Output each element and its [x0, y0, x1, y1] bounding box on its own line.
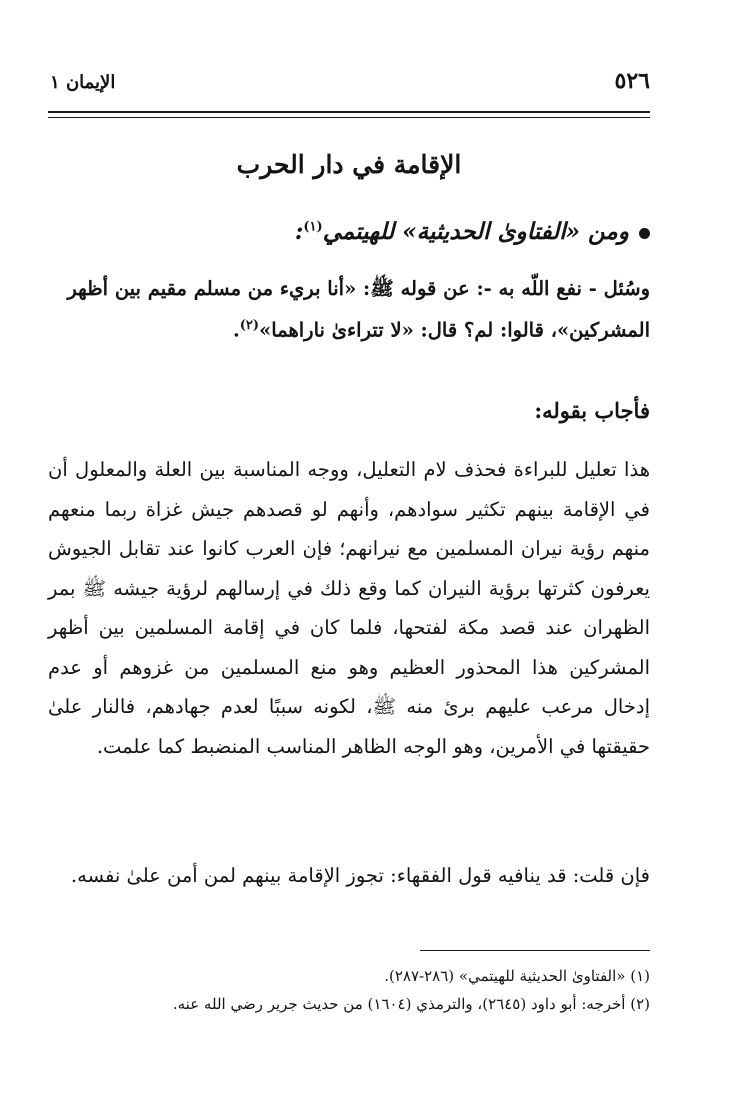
- section-title: الإقامة في دار الحرب: [236, 150, 462, 179]
- objection-paragraph: فإن قلت: قد ينافيه قول الفقهاء: تجوز الإقامة بينهم لمن أمن علىٰ نفسه.: [70, 864, 650, 887]
- book-page: [48, 0, 650, 1102]
- page-header: [48, 64, 650, 98]
- question-paragraph: [48, 270, 650, 349]
- footnote-2: (٢) أخرجه: أبو داود (٢٦٤٥)، والترمذي (١٦٠٤) من حديث جرير رضي الله عنه.: [172, 995, 650, 1013]
- footnote-ref-1: (١): [303, 219, 323, 235]
- source-colon: :: [294, 218, 304, 245]
- footnote-ref-2: (٢): [239, 318, 260, 333]
- page-number: ٥٢٦: [614, 68, 650, 94]
- question-text: وسُئل - نفع اللّه به -: عن قوله ﷺ: «أنا بريء من مسلم مقيم بين أظهر المشركين»، قالوا: لم؟ قال: «لا تتراءىٰ ناراهما»: [67, 277, 650, 342]
- answer-paragraph: هذا تعليل للبراءة فحذف لام التعليل، ووجه المناسبة بين العلة والمعلول أن في الإقامة بينهم تكثير سوادهم، وأنهم لو قصدهم جيش غزاة ربما منعهم منهم رؤية نيران المسلمين مع نيرانهم؛ فإن العرب كانوا عند تقابل الجيوش يعرفون كثرتها برؤية النيران كما وقع ذلك في إرسالهم لرؤية جيشه ﷺ بمر الظهران عند قصد مكة لفتحها، فلما كان في إقامة المسلمين بين أظهر المشركين هذا المحذور العظيم وهو منع المسلمين من غزوهم أو عدم إدخال مرعب عليهم برئ منه ﷺ، لكونه سببًا لعدم جهادهم، فالنار علىٰ حقيقتها في الأمرين، وهو الوجه الظاهر المناسب المنضبط كما علمت.: [48, 458, 650, 758]
- running-title: الإيمان ١: [50, 72, 116, 93]
- bullet-icon: [639, 228, 650, 239]
- footnotes: [48, 962, 650, 1018]
- source-citation: [68, 218, 650, 245]
- footnote-1: (١) «الفتاوىٰ الحديثية للهيتمي» (٢٨٦-٢٨٧).: [384, 967, 650, 985]
- header-rule-thin: [48, 117, 650, 118]
- question-period: .: [232, 318, 240, 342]
- answer-label: فأجاب بقوله:: [534, 398, 650, 423]
- footnote-separator: [420, 950, 650, 951]
- source-text: ومن «الفتاوىٰ الحديثية» للهيتمي: [322, 218, 629, 245]
- header-rule-thick: [48, 111, 650, 113]
